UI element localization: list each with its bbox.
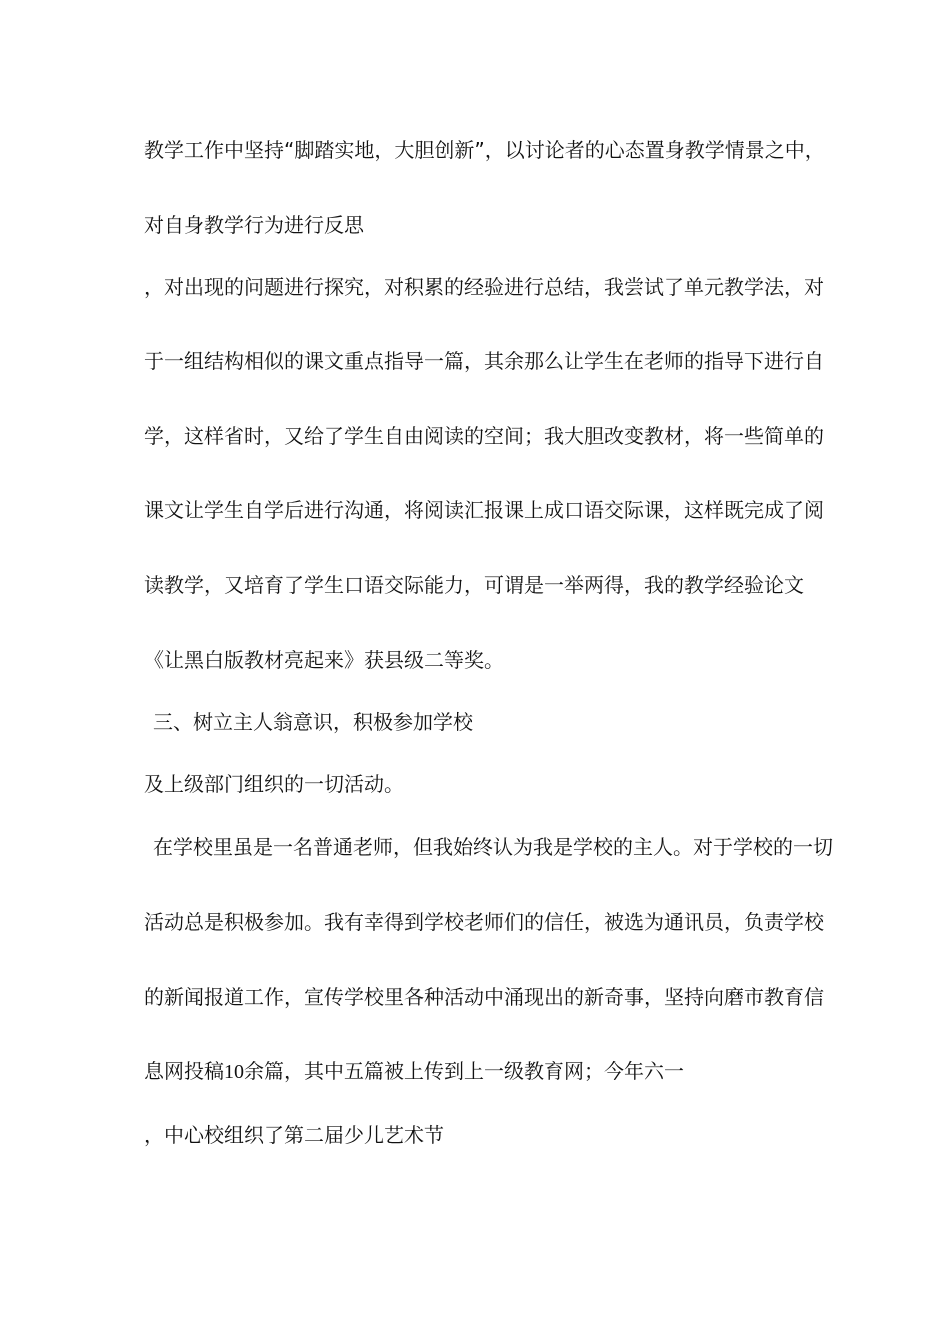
paragraph-line-9: 在学校里虽是一名普通老师，但我始终认为我是学校的主人。对于学校的一切: [153, 835, 833, 859]
line-text-start: 息网投稿: [144, 1059, 224, 1083]
paragraph-line-4: 于一组结构相似的课文重点指导一篇，其余那么让学生在老师的指导下进行自: [144, 349, 824, 373]
section-heading: 三、树立主人翁意识，积极参加学校: [153, 710, 473, 734]
line-number: 10: [224, 1061, 244, 1083]
paragraph-line-10: 活动总是积极参加。我有幸得到学校老师们的信任，被选为通讯员，负责学校: [144, 910, 824, 934]
paragraph-line-6: 课文让学生自学后进行沟通，将阅读汇报课上成口语交际课，这样既完成了阅: [144, 498, 824, 522]
paragraph-line-7: 读教学，又培育了学生口语交际能力，可谓是一举两得，我的教学经验论文: [144, 573, 804, 597]
paragraph-line-5: 学，这样省时，又给了学生自由阅读的空间；我大胆改变教材，将一些简单的: [144, 424, 824, 448]
paragraph-line-11: 的新闻报道工作，宣传学校里各种活动中涌现出的新奇事，坚持向磨市教育信: [144, 985, 824, 1009]
paragraph-line-1: 教学工作中坚持“脚踏实地，大胆创新”，以讨论者的心态置身教学情景之中，: [144, 138, 825, 162]
paragraph-line-12: [144, 1059, 684, 1084]
paragraph-line-8: 《让黑白版教材亮起来》获县级二等奖。: [144, 648, 504, 672]
line-text-end: 余篇，其中五篇被上传到上一级教育网；今年六一: [244, 1059, 684, 1083]
section-heading-continuation: 及上级部门组织的一切活动。: [144, 772, 404, 796]
paragraph-line-2: 对自身教学行为进行反思: [144, 213, 364, 237]
paragraph-line-3: ，对出现的问题进行探究，对积累的经验进行总结，我尝试了单元教学法，对: [144, 275, 824, 299]
paragraph-line-13: ，中心校组织了第二届少儿艺术节: [144, 1123, 444, 1147]
